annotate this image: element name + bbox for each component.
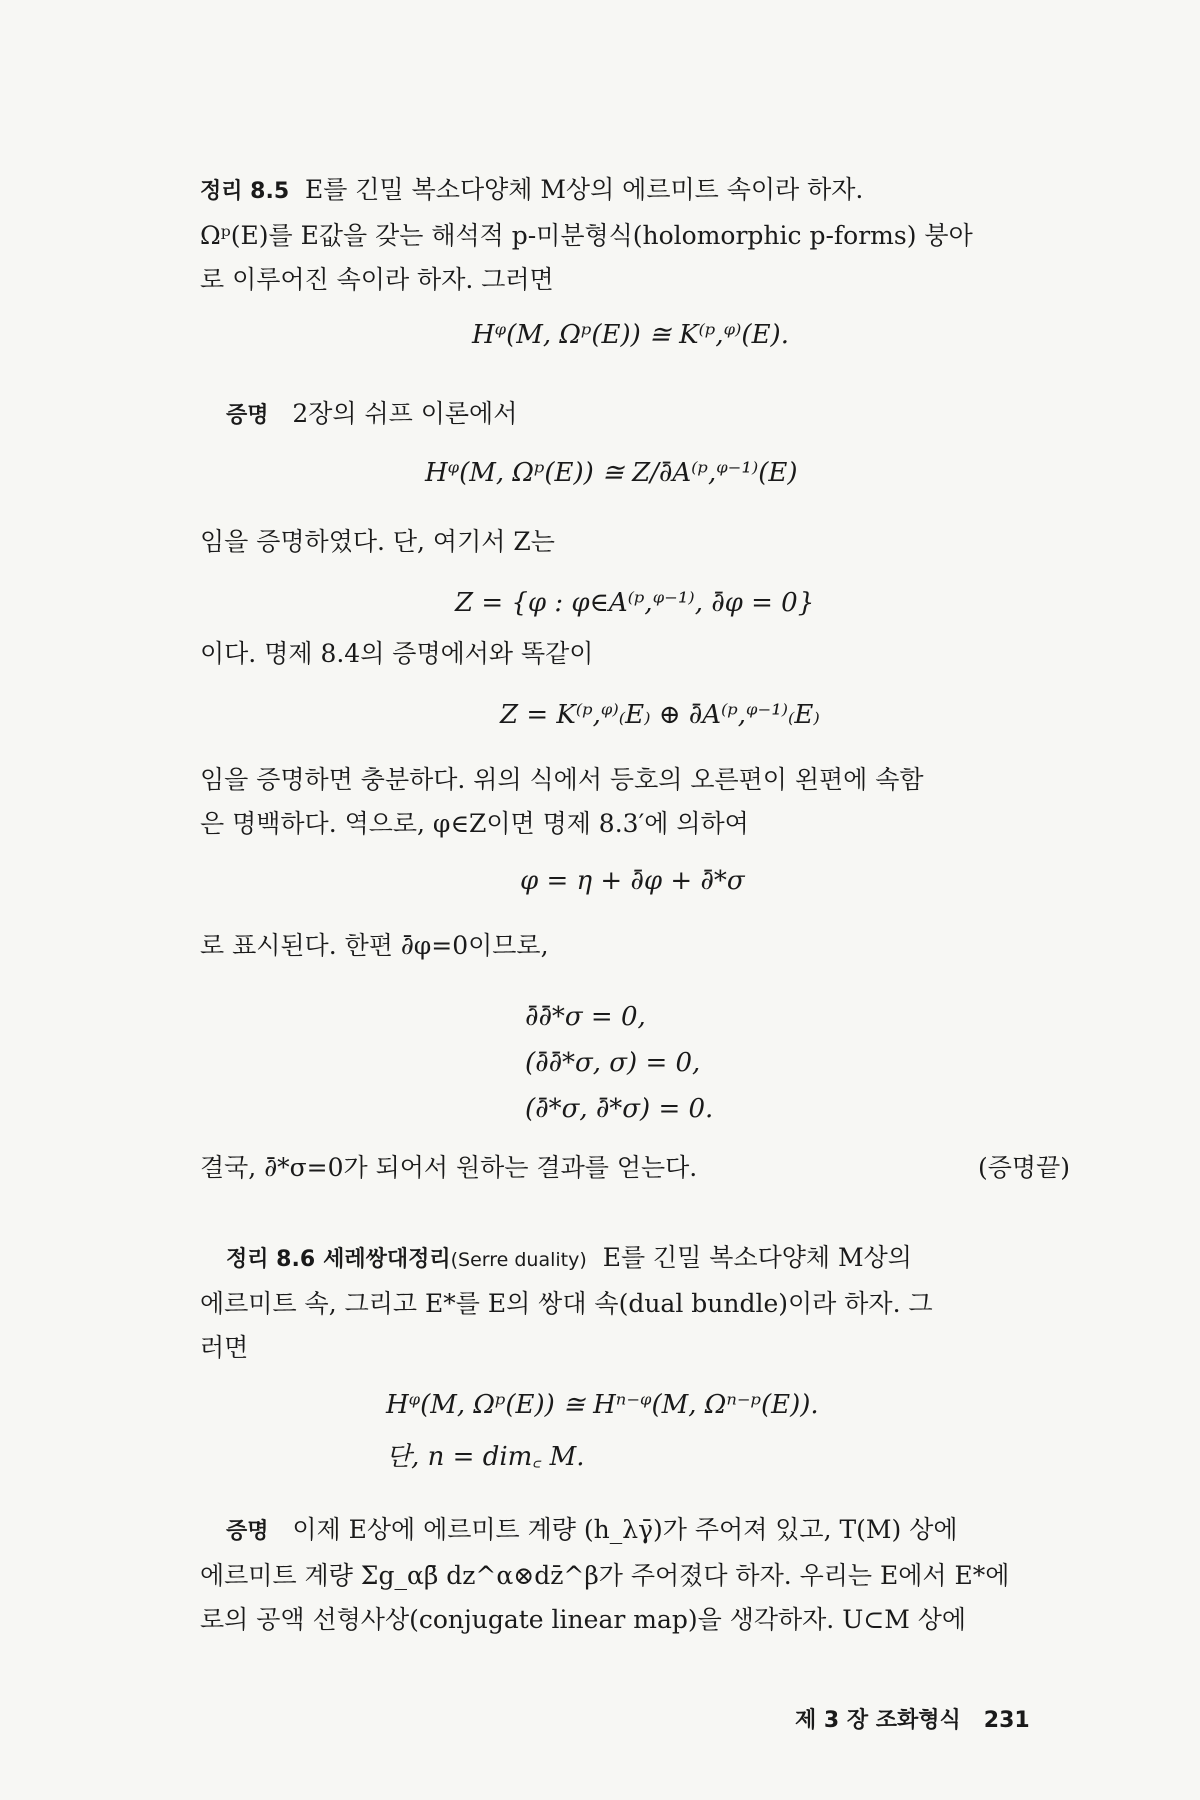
proof-end-mark: (증명끝): [978, 1153, 1070, 1182]
proof-8-6-text-1: 이제 E상에 에르미트 계량 (h_λγ̄)가 주어져 있고, T(M) 상에: [292, 1515, 958, 1544]
proof-8-5-intro-text: 2장의 쉬프 이론에서: [292, 399, 518, 428]
equation-inner-product-1: (∂̄∂̄*σ, σ) = 0,: [525, 1048, 701, 1078]
proof-8-5-text-4a: 임을 증명하면 충분하다. 위의 식에서 등호의 오른편이 왼편에 속함: [200, 765, 924, 794]
theorem-8-6-name-en: (Serre duality): [450, 1249, 587, 1271]
theorem-8-6-text-2: 에르미트 속, 그리고 E*를 E의 쌍대 속(dual bundle)이라 하자. 그: [200, 1289, 933, 1318]
proof-8-6-text-2: 에르미트 계량 Σg_αβ̄ dz^α⊗dz̄^β가 주어졌다 하자. 우리는 E에서 E*에: [200, 1561, 1010, 1590]
page-number: 231: [983, 1708, 1030, 1733]
proof-8-5-line-2: [200, 520, 1070, 564]
proof-8-5-label: 증명: [226, 403, 269, 428]
equation-hq-iso-quotient: Hᵠ(M, Ωᵖ(E)) ≅ Z/∂̄A⁽ᵖ,ᵠ⁻¹⁾(E): [425, 458, 798, 488]
equation-serre-duality: Hᵠ(M, Ωᵖ(E)) ≅ Hⁿ⁻ᵠ(M, Ωⁿ⁻ᵖ(E)).: [386, 1390, 819, 1420]
equation-z-decomposition: Z = K⁽ᵖ,ᵠ⁾₍E₎ ⊕ ∂̄A⁽ᵖ,ᵠ⁻¹⁾₍E₎: [500, 700, 820, 730]
theorem-8-6-text-1: E를 긴밀 복소다양체 M상의: [602, 1243, 912, 1272]
proof-8-5-text-6: 결국, ∂̄*σ=0가 되어서 원하는 결과를 얻는다.: [200, 1153, 698, 1182]
proof-8-5-text-3: 이다. 명제 8.4의 증명에서와 똑같이: [200, 639, 594, 668]
theorem-8-5-line-3: 로 이루어진 속이라 하자. 그러면: [200, 265, 554, 294]
equation-z-definition: Z = {φ : φ∈A⁽ᵖ,ᵠ⁻¹⁾, ∂̄φ = 0}: [455, 588, 815, 618]
theorem-8-5-line-2: Ωᵖ(E)를 E값을 갖는 해석적 p-미분형식(holomorphic p-forms) 붕아: [200, 221, 973, 250]
proof-8-5-intro: [200, 392, 1070, 438]
theorem-8-5-text-1: E를 긴밀 복소다양체 M상의 에르미트 속이라 하자.: [305, 175, 864, 204]
proof-8-5-conclusion: [200, 1146, 1070, 1190]
proof-8-6-label: 증명: [226, 1519, 269, 1544]
equation-dbar-dbarstar: ∂̄∂̄*σ = 0,: [525, 1002, 646, 1032]
equation-dimension: 단, n = dim꜀ M.: [386, 1442, 585, 1472]
theorem-8-6-text-3: 러면: [200, 1333, 249, 1362]
equation-group: [525, 994, 713, 1132]
proof-8-5-line-5: [200, 924, 1070, 968]
theorem-8-6-label: 정리 8.6: [226, 1247, 316, 1272]
page-footer: [795, 1703, 1030, 1734]
proof-8-6: [200, 1508, 1070, 1642]
proof-8-5-line-4: [200, 758, 1070, 846]
proof-8-5-text-4b: 은 명백하다. 역으로, φ∈Z이면 명제 8.3′에 의하여: [200, 809, 749, 838]
proof-8-5-text-2: 임을 증명하였다. 단, 여기서 Z는: [200, 527, 555, 556]
equation-inner-product-2: (∂̄*σ, ∂̄*σ) = 0.: [525, 1094, 714, 1124]
theorem-8-6-name: 세레쌍대정리: [323, 1247, 451, 1272]
proof-8-6-text-3: 로의 공액 선형사상(conjugate linear map)을 생각하자. U⊂M 상에: [200, 1605, 967, 1634]
chapter-title: 제 3 장 조화형식: [795, 1708, 961, 1733]
equation-hq-iso-k: Hᵠ(M, Ωᵖ(E)) ≅ K⁽ᵖ,ᵠ⁾(E).: [472, 320, 789, 350]
equation-phi-decomposition: φ = η + ∂̄φ + ∂̄*σ: [520, 866, 745, 896]
proof-8-5-text-5: 로 표시된다. 한편 ∂̄φ=0이므로,: [200, 931, 549, 960]
proof-8-5-line-3: [200, 632, 1070, 676]
theorem-8-5: [200, 168, 1070, 302]
theorem-8-5-line-1: [200, 168, 1070, 214]
theorem-8-6: [200, 1236, 1070, 1370]
theorem-8-5-label: 정리 8.5: [200, 179, 290, 204]
